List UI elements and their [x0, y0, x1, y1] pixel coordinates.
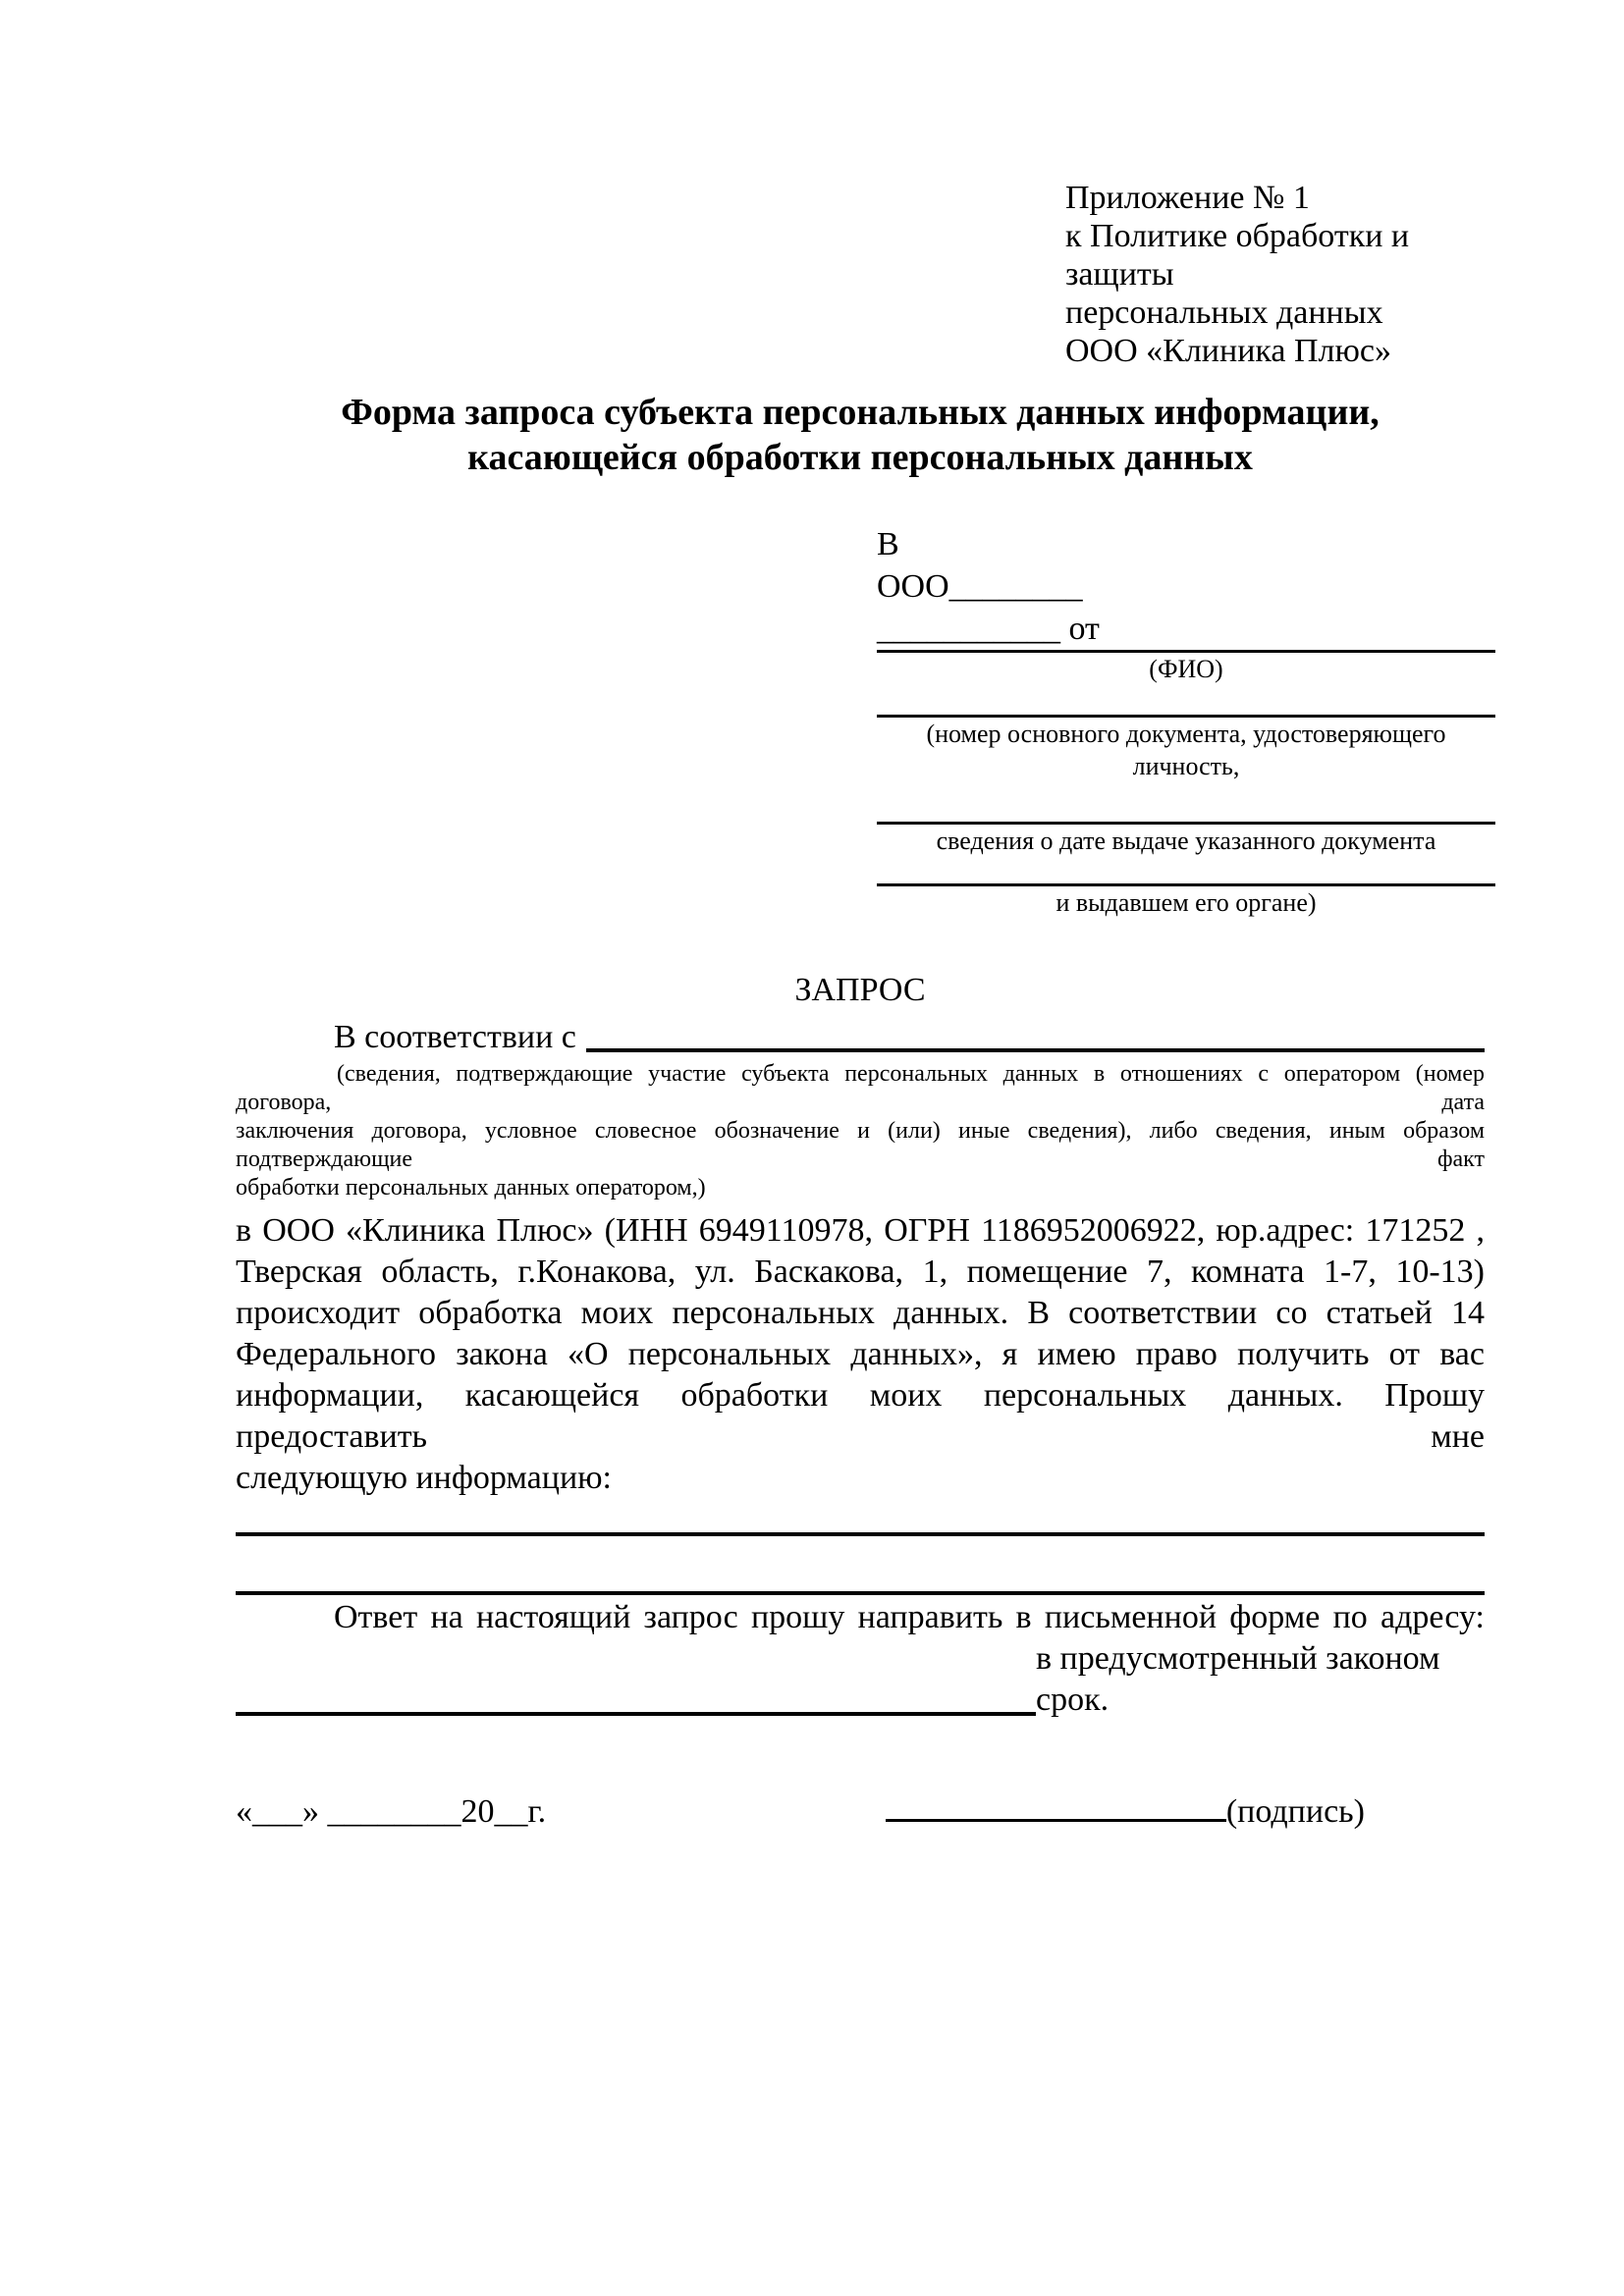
- date-blank-line: «___» ________20__г.: [236, 1793, 547, 1830]
- body-line-5: информации, касающейся обработки моих персональных данных. Прошу предоставить мне: [236, 1377, 1485, 1455]
- signature-blank-line: [886, 1813, 1226, 1822]
- footnote-line-3: обработки персональных данных оператором,): [236, 1175, 706, 1201]
- footnote: [236, 1060, 1485, 1202]
- appendix-line-3: персональных данных: [1065, 294, 1383, 331]
- accordance-blank-line: [586, 1017, 1485, 1052]
- appendix-line-4: ООО «Клиника Плюс»: [1065, 333, 1391, 369]
- body-line-1: в ООО «Клиника Плюс» (ИНН 6949110978, ОГРН 1186952006922, юр.адрес: 171252 ,: [236, 1212, 1485, 1249]
- from-line: ___________ от: [877, 611, 1100, 647]
- issuing-authority-field: [877, 883, 1495, 919]
- signature-caption: (подпись): [1225, 1793, 1365, 1830]
- appendix-header: [1065, 179, 1485, 370]
- request-heading: ЗАПРОС: [794, 972, 926, 1008]
- document-number-caption: (номер основного документа, удостоверяющего личность,: [926, 720, 1446, 780]
- reply-address-blank-line: [236, 1638, 1036, 1716]
- reply-text: Ответ на настоящий запрос прошу направить в письменной форме по адресу:: [334, 1599, 1485, 1635]
- issue-date-caption: сведения о дате выдаче указанного документа: [936, 827, 1436, 855]
- body-line-6: следующую информацию:: [236, 1460, 612, 1496]
- document-title: [236, 390, 1485, 480]
- signature-row: [236, 1791, 1485, 1833]
- document-number-field: [877, 715, 1495, 782]
- fio-field: [877, 650, 1495, 685]
- addressee-to: В: [877, 526, 899, 562]
- fio-caption: (ФИО): [1149, 655, 1223, 683]
- title-line-2: касающейся обработки персональных данных: [467, 437, 1253, 478]
- signature-field: [886, 1791, 1365, 1833]
- company-name-line: ООО________: [877, 568, 1083, 605]
- body-line-4: Федерального закона «О персональных данных», я имею право получить от вас: [236, 1336, 1485, 1372]
- body-line-3: происходит обработка моих персональных данных. В соответствии со статьей 14: [236, 1295, 1485, 1331]
- accordance-prefix: В соответствии с: [334, 1019, 576, 1055]
- appendix-line-1: Приложение № 1: [1065, 180, 1310, 216]
- appendix-line-2: к Политике обработки и защиты: [1065, 218, 1410, 293]
- reply-suffix: в предусмотренный законом срок.: [1036, 1640, 1440, 1718]
- addressee-block: [877, 523, 1495, 919]
- issue-date-field: [877, 822, 1495, 857]
- issuing-authority-caption: и выдавшем его органе): [1056, 888, 1317, 917]
- info-blank-line-2: [236, 1591, 1485, 1595]
- accordance-row: [236, 1017, 1485, 1058]
- title-line-1: Форма запроса субъекта персональных данных информации,: [341, 392, 1380, 433]
- footnote-line-1: (сведения, подтверждающие участие субъекта персональных данных в отношениях с оператором (номер договора, дата: [236, 1061, 1485, 1115]
- body-paragraph: [236, 1210, 1485, 1499]
- body-line-2: Тверская область, г.Конакова, ул. Баскакова, 1, помещение 7, комната 1-7, 10-13): [236, 1254, 1485, 1290]
- footnote-line-2: заключения договора, условное словесное обозначение и (или) иные сведения), либо сведения, иным образом подтверждающие факт: [236, 1118, 1485, 1172]
- info-blank-line-1: [236, 1532, 1485, 1536]
- reply-address-row: [236, 1638, 1485, 1721]
